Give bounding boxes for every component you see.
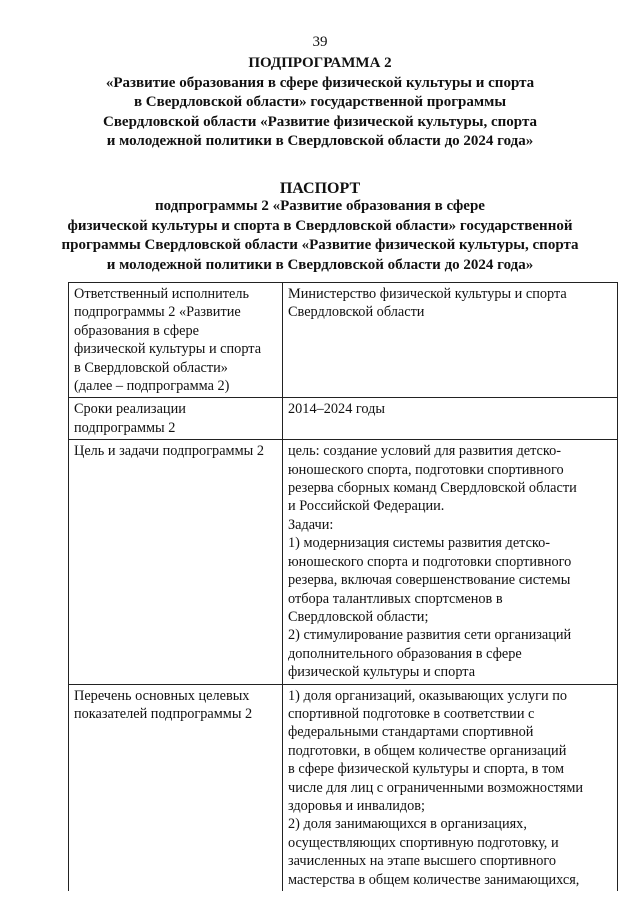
cell-line: Цель и задачи подпрограммы 2 — [74, 443, 264, 460]
table-row — [69, 440, 618, 684]
subprogram-heading-line: «Развитие образования в сфере физической культуры и спорта — [105, 74, 535, 91]
cell-line: Ответственный исполнитель — [74, 286, 250, 302]
passport-table — [68, 282, 618, 891]
cell-line: 1) модернизация системы развития детско- — [288, 535, 551, 552]
subprogram-heading-line: ПОДПРОГРАММА 2 — [248, 55, 392, 71]
cell-line: Сроки реализации — [74, 401, 186, 418]
passport-subtitle-line: физической культуры и спорта в Свердловской области» государственной — [67, 217, 573, 234]
cell-line: подпрограммы 2 «Развитие — [74, 304, 241, 321]
row-value-cell — [283, 398, 618, 440]
passport-subtitle-line: и молодежной политики в Свердловской области до 2024 года» — [106, 256, 534, 273]
cell-line: резерва сборных команд Свердловской области — [288, 480, 577, 497]
subprogram-heading-line: Свердловской области «Развитие физической культуры, спорта — [103, 113, 537, 130]
cell-line: отбора талантливых спортсменов в — [288, 590, 503, 607]
page-number: 39 — [312, 34, 328, 50]
subprogram-heading-line: в Свердловской области» государственной программы — [133, 94, 507, 110]
cell-line: подпрограммы 2 — [74, 419, 176, 436]
cell-line: цель: создание условий для развития детско- — [288, 443, 561, 460]
cell-line: в Свердловской области» — [74, 359, 228, 376]
table-row — [69, 283, 618, 398]
row-value-cell — [283, 440, 618, 684]
cell-line: юношеского спорта, подготовки спортивного — [288, 461, 564, 478]
cell-line: федеральными стандартами спортивной — [288, 724, 534, 741]
cell-line: Свердловской области; — [288, 608, 429, 625]
cell-line: образования в сфере — [74, 322, 199, 339]
row-label-cell — [69, 398, 283, 440]
cell-line: физической культуры и спорта — [74, 341, 262, 358]
cell-line: юношеского спорта и подготовки спортивного — [288, 553, 572, 570]
subprogram-heading — [0, 54, 640, 152]
cell-line: (далее – подпрограмма 2) — [74, 378, 230, 395]
cell-line: числе для лиц с ограниченными возможностями — [288, 779, 584, 796]
cell-line: осуществляющих спортивную подготовку, и — [288, 834, 559, 851]
cell-line: в сфере физической культуры и спорта, в том — [288, 761, 565, 778]
row-value-cell — [283, 684, 618, 891]
cell-line: мастерства в общем количестве занимающихся, — [288, 871, 580, 888]
row-label-cell — [69, 283, 283, 398]
cell-line: зачисленных на этапе высшего спортивного — [288, 853, 557, 870]
cell-line: Свердловской области — [288, 304, 425, 321]
passport-subtitle-line: программы Свердловской области «Развитие физической культуры, спорта — [61, 237, 579, 253]
cell-line: 2) стимулирование развития сети организаций — [288, 627, 572, 644]
cell-line: Перечень основных целевых — [74, 687, 250, 704]
cell-line: спортивной подготовке в соответствии с — [288, 705, 535, 722]
cell-line: показателей подпрограммы 2 — [74, 705, 253, 722]
cell-line: и Российской Федерации. — [288, 498, 445, 515]
cell-line: здоровья и инвалидов; — [288, 797, 426, 814]
row-label-cell — [69, 684, 283, 891]
subprogram-heading-line: и молодежной политики в Свердловской области до 2024 года» — [106, 133, 534, 149]
cell-line: 1) доля организаций, оказывающих услуги по — [288, 687, 568, 704]
row-value-cell — [283, 283, 618, 398]
table-row — [69, 398, 618, 440]
cell-line: физической культуры и спорта — [288, 664, 476, 681]
cell-line: дополнительного образования в сфере — [288, 645, 522, 662]
cell-line: 2) доля занимающихся в организациях, — [288, 816, 527, 833]
cell-line: подготовки, в общем количестве организаций — [288, 742, 567, 759]
row-label-cell — [69, 440, 283, 684]
cell-line: резерва, включая совершенствование системы — [288, 572, 571, 589]
cell-line: Министерство физической культуры и спорта — [288, 286, 567, 302]
passport-title: ПАСПОРТ — [279, 180, 361, 197]
passport-subtitle-line: подпрограммы 2 «Развитие образования в сфере — [155, 198, 485, 214]
passport-subtitle — [0, 197, 640, 275]
cell-line: Задачи: — [288, 516, 334, 533]
cell-line: 2014–2024 годы — [288, 401, 386, 418]
table-row — [69, 684, 618, 891]
